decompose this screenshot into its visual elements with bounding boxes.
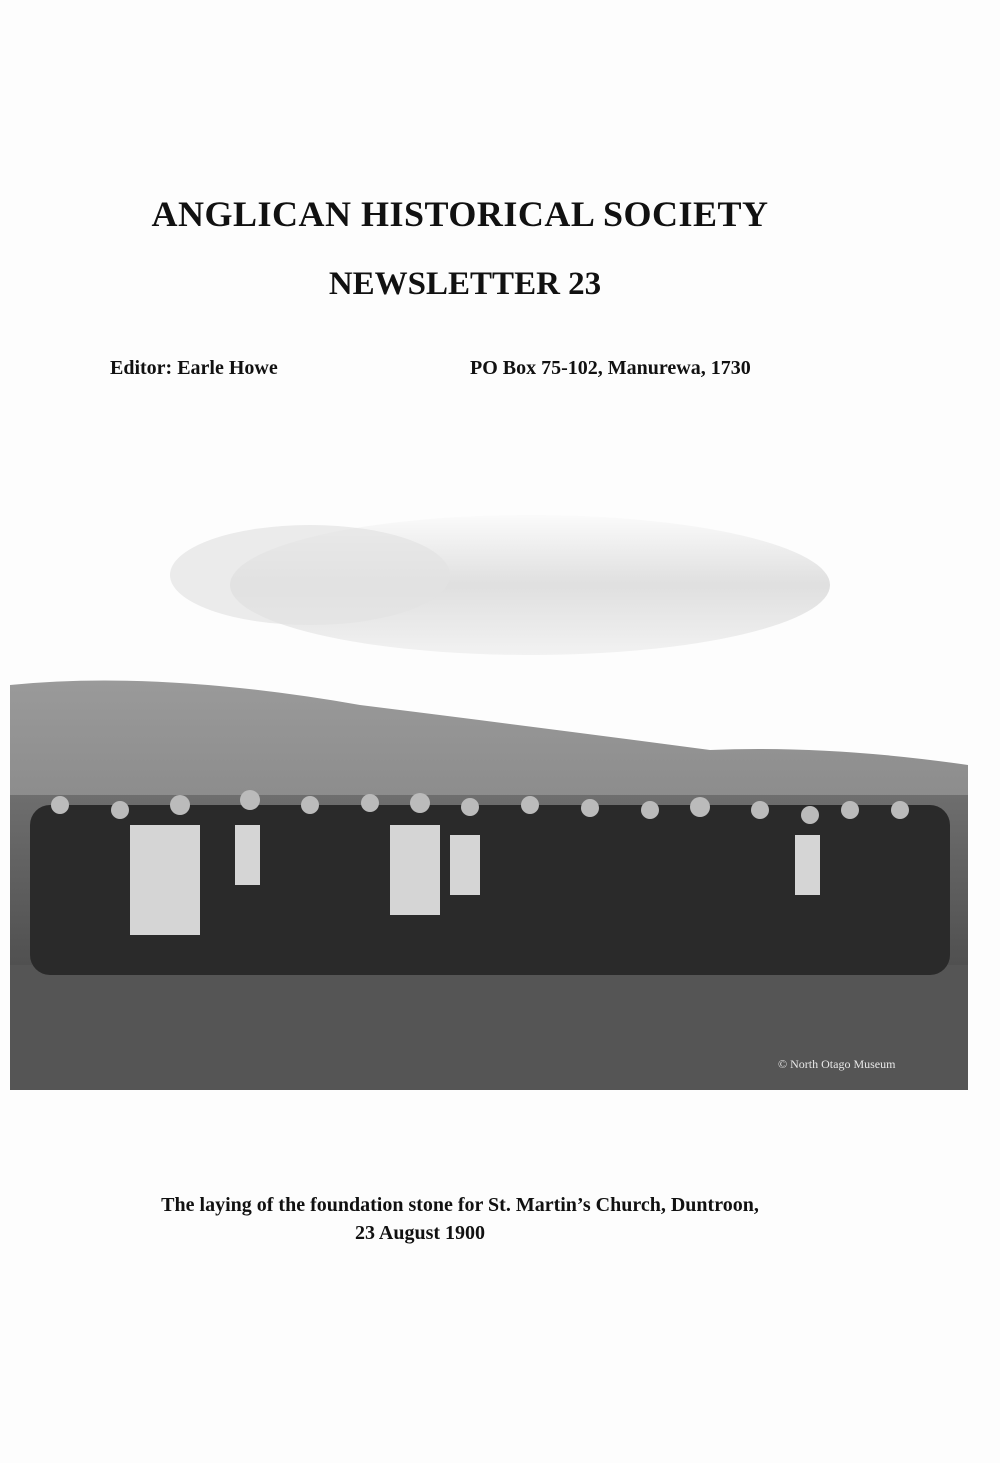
photo-credit: © North Otago Museum	[778, 1057, 896, 1071]
caption-line-1: The laying of the foundation stone for St. Martin’s Church, Duntroon,	[161, 1194, 759, 1216]
historical-photo	[10, 465, 968, 1090]
editor-line: Editor: Earle Howe	[110, 357, 278, 379]
photo-illustration	[10, 465, 968, 1090]
newsletter-title: NEWSLETTER 23	[328, 266, 602, 302]
address-line: PO Box 75-102, Manurewa, 1730	[470, 357, 751, 379]
caption-line-2: 23 August 1900	[354, 1222, 486, 1244]
society-title: ANGLICAN HISTORICAL SOCIETY	[151, 194, 769, 234]
